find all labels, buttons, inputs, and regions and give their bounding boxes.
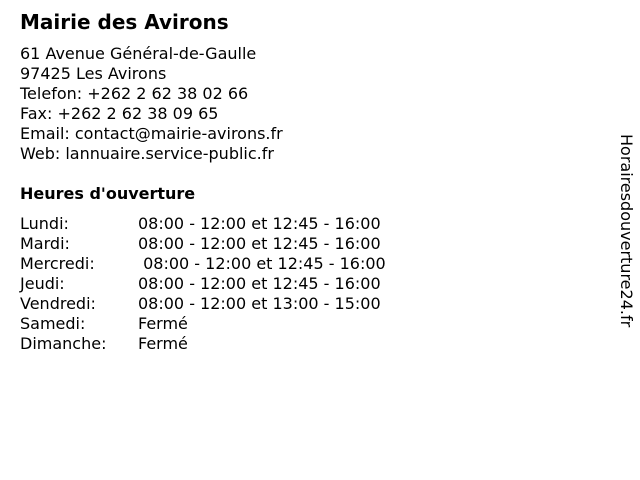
day-label: Samedi: (20, 314, 86, 333)
day-label: Mardi: (20, 234, 70, 253)
day-label: Mercredi: (20, 254, 95, 273)
day-label: Vendredi: (20, 294, 96, 313)
email-address: Email: contact@mairie-avirons.fr (20, 124, 283, 143)
contact-block (20, 44, 283, 164)
website: Web: lannuaire.service-public.fr (20, 144, 274, 163)
day-label: Lundi: (20, 214, 69, 233)
day-label: Dimanche: (20, 334, 107, 353)
phone-number: Telefon: +262 2 62 38 02 66 (20, 84, 249, 103)
day-label: Jeudi: (20, 274, 65, 293)
opening-times: 08:00 - 12:00 et 13:00 - 15:00 (138, 294, 381, 313)
opening-times: 08:00 - 12:00 et 12:45 - 16:00 (138, 274, 381, 293)
hours-heading: Heures d'ouverture (20, 184, 196, 203)
address-city: 97425 Les Avirons (20, 64, 167, 83)
fax-number: Fax: +262 2 62 38 09 65 (20, 104, 219, 123)
address-street: 61 Avenue Général-de-Gaulle (20, 44, 257, 63)
opening-times: 08:00 - 12:00 et 12:45 - 16:00 (138, 234, 381, 253)
opening-times: 08:00 - 12:00 et 12:45 - 16:00 (138, 254, 386, 273)
site-watermark: Horairesdouverture24.fr (617, 134, 636, 328)
opening-times: Fermé (138, 334, 188, 353)
opening-times: 08:00 - 12:00 et 12:45 - 16:00 (138, 214, 381, 233)
page-title: Mairie des Avirons (20, 10, 229, 34)
opening-times: Fermé (138, 314, 188, 333)
